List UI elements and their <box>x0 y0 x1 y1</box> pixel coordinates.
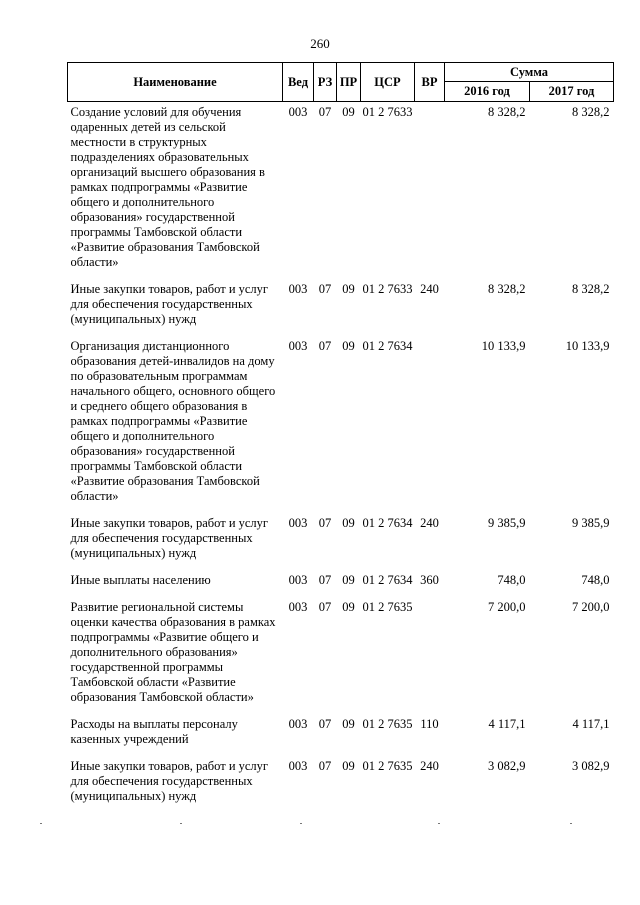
row-sum-2017: 10 133,9 <box>565 339 610 353</box>
row-rz: 07 <box>318 759 332 773</box>
row-sum-2016: 748,0 <box>497 573 526 587</box>
row-rz: 07 <box>318 516 332 530</box>
row-pr: 09 <box>342 339 355 353</box>
table-row <box>68 597 614 714</box>
row-name: Создание условий для обучения одаренных детей из сельской местности в структурных подразделениях образовательных организаций высшего образования в рамках подпрограммы «Развитие общего и дополнительного образования» государственной программы Тамбовской области «Развитие образования Тамбовской области» <box>70 105 265 269</box>
header-year-2016: 2016 год <box>445 82 530 102</box>
row-ved: 003 <box>288 105 308 119</box>
header-csr: ЦСР <box>361 63 415 102</box>
table-row <box>68 336 614 513</box>
row-pr: 09 <box>342 105 355 119</box>
row-ved: 003 <box>288 339 308 353</box>
row-rz: 07 <box>318 339 332 353</box>
row-sum-2017: 748,0 <box>581 573 610 587</box>
row-pr: 09 <box>342 282 355 296</box>
row-rz: 07 <box>318 717 332 731</box>
row-ved: 003 <box>288 573 308 587</box>
row-csr: 01 2 7634 <box>362 516 413 530</box>
row-vr: 110 <box>420 717 439 731</box>
header-year-2017: 2017 год <box>530 82 614 102</box>
row-csr: 01 2 7635 <box>362 600 413 614</box>
row-csr: 01 2 7633 <box>362 282 413 296</box>
table-body <box>68 102 614 814</box>
row-sum-2016: 8 328,2 <box>488 105 526 119</box>
row-sum-2017: 7 200,0 <box>572 600 610 614</box>
row-rz: 07 <box>318 573 332 587</box>
row-csr: 01 2 7633 <box>362 105 413 119</box>
row-sum-2016: 4 117,1 <box>488 717 526 731</box>
table-row <box>68 279 614 336</box>
row-name: Организация дистанционного образования детей-инвалидов на дому по образовательным программам начального общего, основного общего и среднего общего образования в рамках подпрограммы «Развитие общего и дополнительного образования» государственной программы Тамбовской области «Развитие образования Тамбовской области» <box>70 339 276 503</box>
header-rz: РЗ <box>314 63 337 102</box>
table-row <box>68 714 614 756</box>
row-csr: 01 2 7635 <box>362 717 413 731</box>
page-number: 260 <box>310 36 330 51</box>
budget-table <box>67 62 614 813</box>
row-sum-2016: 9 385,9 <box>488 516 526 530</box>
row-ved: 003 <box>288 759 308 773</box>
row-sum-2017: 3 082,9 <box>572 759 610 773</box>
row-vr <box>415 597 445 714</box>
row-vr: 240 <box>420 282 439 296</box>
row-ved: 003 <box>288 282 308 296</box>
row-vr <box>415 102 445 280</box>
row-sum-2016: 3 082,9 <box>488 759 526 773</box>
table-row <box>68 756 614 813</box>
row-vr: 360 <box>420 573 439 587</box>
row-vr: 240 <box>420 516 439 530</box>
row-vr: 240 <box>420 759 439 773</box>
row-pr: 09 <box>342 573 355 587</box>
row-csr: 01 2 7634 <box>362 573 413 587</box>
row-sum-2017: 8 328,2 <box>572 105 610 119</box>
row-name: Иные закупки товаров, работ и услуг для обеспечения государственных (муниципальных) нужд <box>70 516 269 560</box>
row-sum-2016: 8 328,2 <box>488 282 526 296</box>
header-pr: ПР <box>337 63 361 102</box>
row-sum-2016: 10 133,9 <box>481 339 526 353</box>
row-sum-2016: 7 200,0 <box>488 600 526 614</box>
header-sum: Сумма <box>445 63 614 82</box>
header-vr: ВР <box>415 63 445 102</box>
row-vr <box>415 336 445 513</box>
row-rz: 07 <box>318 600 332 614</box>
header-name: Наименование <box>68 63 283 102</box>
row-ved: 003 <box>288 717 308 731</box>
row-name: Иные закупки товаров, работ и услуг для обеспечения государственных (муниципальных) нужд <box>70 759 269 803</box>
row-ved: 003 <box>288 516 308 530</box>
row-rz: 07 <box>318 282 332 296</box>
row-csr: 01 2 7634 <box>362 339 413 353</box>
row-pr: 09 <box>342 759 355 773</box>
header-ved: Вед <box>283 63 314 102</box>
row-rz: 07 <box>318 105 332 119</box>
row-name: Иные закупки товаров, работ и услуг для обеспечения государственных (муниципальных) нужд <box>70 282 269 326</box>
row-csr: 01 2 7635 <box>362 759 413 773</box>
row-pr: 09 <box>342 516 355 530</box>
row-sum-2017: 4 117,1 <box>572 717 610 731</box>
table-row <box>68 102 614 280</box>
row-pr: 09 <box>342 600 355 614</box>
row-pr: 09 <box>342 717 355 731</box>
row-sum-2017: 8 328,2 <box>572 282 610 296</box>
scan-marks <box>0 823 640 827</box>
row-name: Развитие региональной системы оценки качества образования в рамках подпрограммы «Развитие общего и дополнительного образования» государственной программы Тамбовской области «Развитие образования Тамбовской области» <box>70 600 276 704</box>
row-sum-2017: 9 385,9 <box>572 516 610 530</box>
row-ved: 003 <box>288 600 308 614</box>
row-name: Иные выплаты населению <box>70 573 211 587</box>
table-row <box>68 513 614 570</box>
row-name: Расходы на выплаты персоналу казенных учреждений <box>70 717 238 746</box>
table-row <box>68 570 614 597</box>
